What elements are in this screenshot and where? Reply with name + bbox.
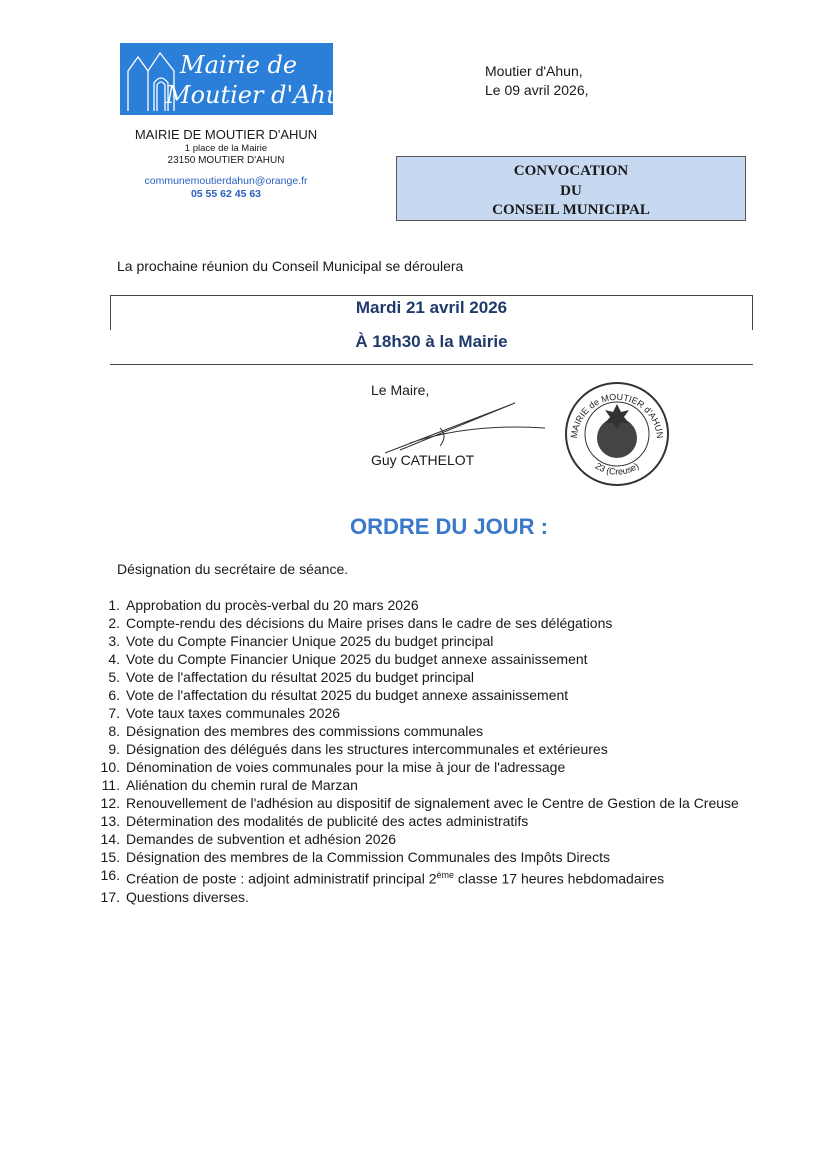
agenda-item: 6. Vote de l'affectation du résultat 2025 du budget annexe assainissement bbox=[108, 687, 569, 703]
document-title-box bbox=[396, 156, 746, 221]
address-line1: 1 place de la Mairie bbox=[184, 143, 268, 154]
mairie-name: MAIRIE DE MOUTIER D'AHUN bbox=[134, 127, 318, 142]
letter-date: Le 09 avril 2026, bbox=[485, 82, 589, 98]
stamp-text-top: MAIRIE de MOUTIER d'AHUN bbox=[568, 391, 666, 439]
agenda-item: 11. Aliénation du chemin rural de Marzan bbox=[101, 777, 358, 793]
mairie-logo bbox=[120, 43, 357, 115]
handwritten-signature bbox=[380, 398, 550, 458]
title-line1: CONVOCATION bbox=[513, 163, 629, 179]
meeting-time-place: À 18h30 à la Mairie bbox=[355, 332, 508, 351]
agenda-item: 17. Questions diverses. bbox=[100, 888, 249, 905]
stamp-text-bottom: 23 (Creuse) bbox=[593, 460, 641, 477]
agenda-item: 9. Désignation des délégués dans les structures intercommunales et extérieures bbox=[108, 741, 608, 757]
official-stamp bbox=[563, 380, 671, 488]
agenda-item: 14. Demandes de subvention et adhésion 2026 bbox=[100, 831, 397, 847]
logo-text-line2: Moutier d'Ahun bbox=[166, 81, 357, 109]
agenda-heading: ORDRE DU JOUR : bbox=[349, 514, 548, 539]
svg-text:23 (Creuse) bbox=[594, 461, 641, 477]
agenda-item: 13. Détermination des modalités de publicité des actes administratifs bbox=[100, 813, 529, 829]
agenda-item: 8. Désignation des membres des commissions communales bbox=[108, 723, 484, 739]
signatory-role: Le Maire, bbox=[371, 382, 430, 398]
agenda-item: 7. Vote taux taxes communales 2026 bbox=[108, 705, 341, 721]
place-date bbox=[485, 62, 589, 100]
title-line2: DU bbox=[560, 182, 582, 199]
agenda-item: 10. Dénomination de voies communales pour la mise à jour de l'adressage bbox=[100, 759, 566, 775]
place: Moutier d'Ahun, bbox=[485, 63, 583, 79]
agenda-item: 12. Renouvellement de l'adhésion au dispositif de signalement avec le Centre de Gestion de la Creuse bbox=[100, 795, 739, 811]
agenda-list bbox=[0, 596, 756, 906]
agenda-item: 4. Vote du Compte Financier Unique 2025 du budget annexe assainissement bbox=[108, 651, 588, 667]
title-line3: CONSEIL MUNICIPAL bbox=[492, 202, 650, 218]
address-line2: 23150 MOUTIER D'AHUN bbox=[167, 155, 285, 166]
phone-number: 05 55 62 45 63 bbox=[190, 188, 262, 200]
agenda-item: 5. Vote de l'affectation du résultat 2025 du budget principal bbox=[108, 669, 475, 685]
signatory-name: Guy CATHELOT bbox=[371, 452, 475, 468]
agenda-item: 2. Compte-rendu des décisions du Maire prises dans le cadre de ses délégations bbox=[108, 615, 613, 631]
agenda-preamble: Désignation du secrétaire de séance. bbox=[117, 561, 349, 577]
agenda-item: 16. Création de poste : adjoint administratif principal 2ème classe 17 heures hebdomadaires bbox=[100, 867, 665, 887]
logo-text-line1: Mairie de bbox=[180, 51, 298, 79]
agenda-item: 1. Approbation du procès-verbal du 20 mars 2026 bbox=[108, 597, 419, 613]
meeting-date: Mardi 21 avril 2026 bbox=[355, 298, 508, 317]
agenda-item: 3. Vote du Compte Financier Unique 2025 du budget principal bbox=[108, 633, 494, 649]
agenda-item: 15. Désignation des membres de la Commission Communales des Impôts Directs bbox=[100, 849, 610, 865]
intro-text: La prochaine réunion du Conseil Municipal se déroulera bbox=[117, 258, 464, 274]
email-link[interactable]: communemoutierdahun@orange.fr bbox=[144, 175, 308, 187]
